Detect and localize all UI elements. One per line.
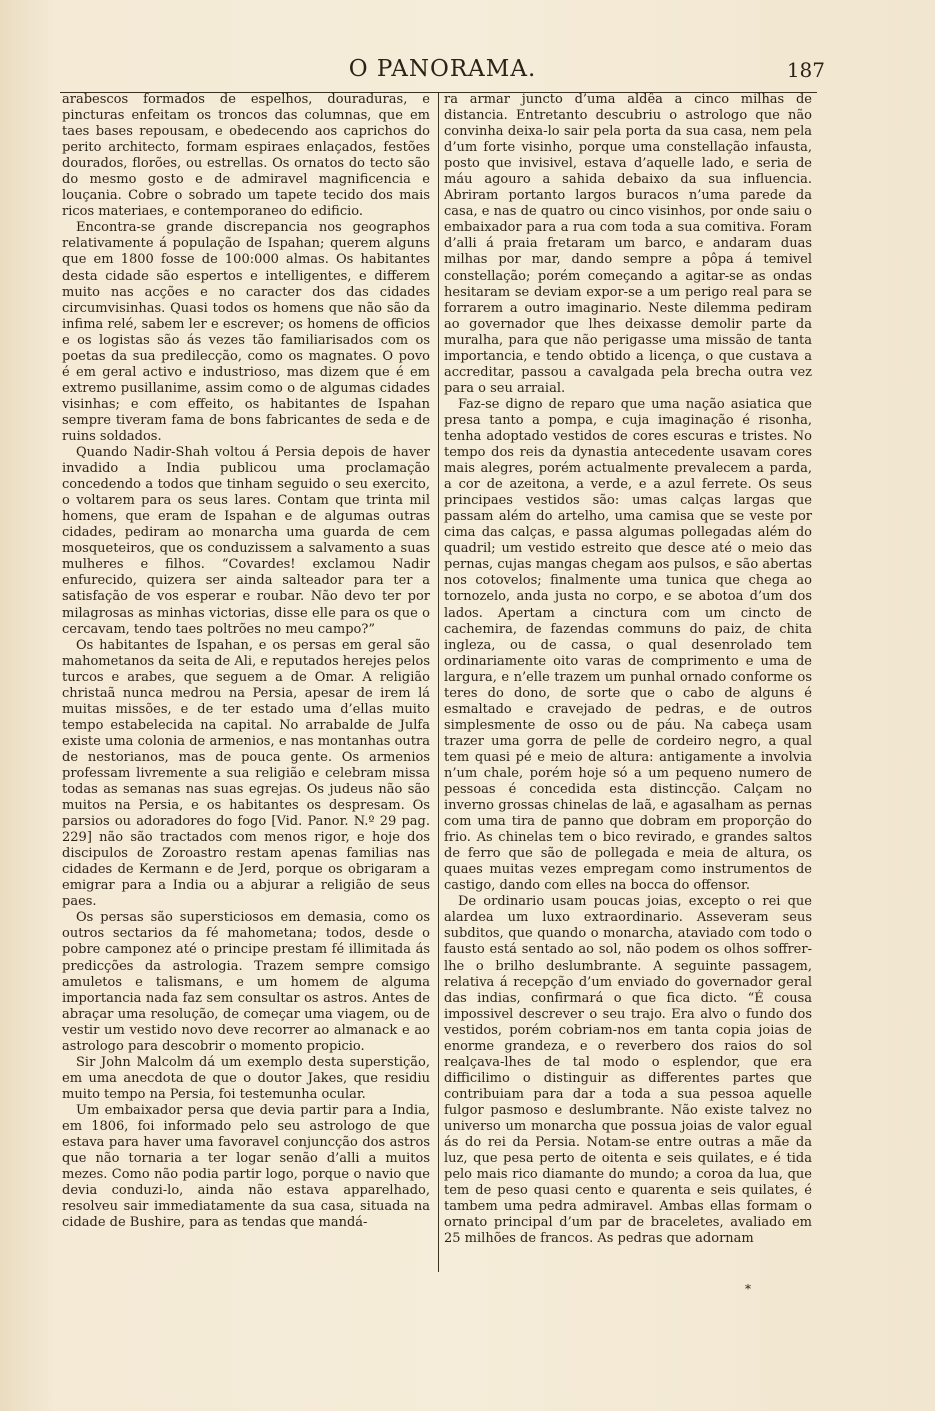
column-divider xyxy=(438,92,439,1272)
page-header xyxy=(60,50,825,90)
paragraph: Os persas são supersticiosos em demasia, como os outros sectarios da fé mahometana; todos, desde o pobre camponez até o principe prestam fé illimitada ás predicções da astrologia. Trazem sempre comsigo amuletos e talismans, e um homem de alguma importancia nada faz sem consultar os astros. Antes de abraçar uma resolução, de começar uma viagem, ou de vestir um vestido novo deve recorrer ao almanack e ao astrologo para descobrir o momento propicio. xyxy=(62,910,430,1054)
page-title: O PANORAMA. xyxy=(348,56,537,82)
left-column xyxy=(62,92,430,1231)
paragraph: Sir John Malcolm dá um exemplo desta superstição, em uma anecdota de que o doutor Jakes, que residiu muito tempo na Persia, foi testemunha ocular. xyxy=(62,1054,430,1102)
paragraph: Quando Nadir-Shah voltou á Persia depois de haver invadido a India publicou uma proclamação concedendo a todos que tinham seguido o seu exercito, o voltarem para os seus lares. Contam que trinta mil homens, que eram de Ispahan e de algumas outras cidades, pediram ao monarcha uma guarda de cem mosqueteiros, que os conduzissem a salvamento a suas mulheres e filhos. “Covardes! exclamou Nadir enfurecido, quizera ser ainda salteador para ter a satisfação de vos esperar e roubar. Não devo ter por milagrosas as minhas victorias, disse elle para os que o cercavam, tendo taes poltrões no meu campo?” xyxy=(62,445,430,637)
right-column xyxy=(444,92,812,1247)
paragraph: ra armar juncto d’uma aldêa a cinco milhas de distancia. Entretanto descubriu o astrologo que não convinha deixa-lo sair pela porta da sua casa, nem pela d’um forte visinho, porque uma constellação infausta, posto que invisivel, estava d’aquelle lado, e seria de máu agouro a sahida debaixo da sua influencia. Abriram portanto largos buracos n’uma parede da casa, e nas de quatro ou cinco visinhos, por onde saiu o embaixador para a rua com toda a sua comitiva. Foram d’alli á praia fretaram um barco, e andaram duas milhas por mar, dando sempre a pôpa á temivel constellação; porém começando a agitar-se as ondas hesitaram se deviam expor-se a um perigo real para se forrarem a outro imaginario. Neste dilemma pediram ao governador que lhes deixasse demolir parte da muralha, para que não perigasse uma missão de tanta importancia, e tendo obtido a licença, o que custava a accreditar, passou a cavalgada pela brecha outra vez para o seu arraial. xyxy=(444,92,812,396)
paragraph: De ordinario usam poucas joias, excepto o rei que alardea um luxo extraordinario. Asseveram seus subditos, que quando o monarcha, ataviado com todo o fausto está sentado ao sol, não podem os olhos soffrer-lhe o brilho deslumbrante. A seguinte passagem, relativa á recepção d’um enviado do governador geral das indias, confirmará o que fica dicto. “É cousa impossivel descrever o seu trajo. Era alvo o fundo dos vestidos, porém cobriam-nos em tanta copia joias de enorme grandeza, e o reverbero dos raios do sol realçava-lhes de tal modo o esplendor, que era difficilimo o distinguir as differentes partes que contribuiam para dar a toda a sua pessoa aquelle fulgor pasmoso e deslumbrante. Não existe talvez no universo um monarcha que possua joias de valor egual ás do rei da Persia. Notam-se entre outras a mãe da luz, que pesa perto de oitenta e seis quilates, e é tida pelo mais rico diamante do mundo; a coroa da lua, que tem de peso quasi cento e quarenta e seis quilates, é tambem uma pedra admiravel. Ambas ellas formam o ornato principal d’um par de braceletes, avaliado em 25 milhões de francos. As pedras que adornam xyxy=(444,894,812,1247)
page-number: 187 xyxy=(786,58,825,82)
signature-mark: * xyxy=(745,1282,751,1296)
paragraph: Os habitantes de Ispahan, e os persas em geral são mahometanos da seita de Ali, e reputados herejes pelos turcos e arabes, que seguem a de Omar. A religião christaã nunca medrou na Persia, apesar de irem lá muitas missões, e de ter estado uma d’ellas muito tempo estabelecida na capital. No arrabalde de Julfa existe uma colonia de armenios, e nas montanhas outra de nestorianos, mas de pouca gente. Os armenios professam livremente a sua religião e celebram missa todas as semanas nas suas egrejas. Os judeus não são muitos na Persia, e os habitantes os despresam. Os parsios ou adoradores do fogo [Vid. Panor. N.º 29 pag. 229] não são tractados com menos rigor, e hoje dos discipulos de Zoroastro restam apenas familias nas cidades de Kermann e de Jerd, porque os obrigaram a emigrar para a India ou a abjurar a religião de seus paes. xyxy=(62,637,430,910)
paragraph: Encontra-se grande discrepancia nos geographos relativamente á população de Ispahan; querem alguns que em 1800 fosse de 100:000 almas. Os habitantes desta cidade são espertos e intelligentes, e differem muito nas acções e no caracter dos das cidades circumvisinhas. Quasi todos os homens que não são da infima relé, sabem ler e escrever; os homens de officios e os logistas são ás vezes tão familiarisados com os poetas da sua predilecção, como os magnates. O povo é em geral activo e industrioso, mas dizem que é em extremo pusillanime, assim como o de algumas cidades visinhas; e com effeito, os habitantes de Ispahan sempre tiveram fama de bons fabricantes de seda e de ruins soldados. xyxy=(62,220,430,444)
paragraph: Faz-se digno de reparo que uma nação asiatica que presa tanto a pompa, e cuja imaginação é risonha, tenha adoptado vestidos de cores escuras e tristes. No tempo dos reis da dynastia antecedente usavam cores mais alegres, porém actualmente prevalecem a parda, a cor de azeitona, a verde, e a azul ferrete. Os seus principaes vestidos são: umas calças largas que passam além do artelho, uma camisa que se veste por cima das calças, e passa algumas pollegadas além do quadril; um vestido estreito que desce até o meio das pernas, cujas mangas chegam aos pulsos, e são abertas nos cotovelos; finalmente uma tunica que chega ao tornozelo, anda justa no corpo, e se abotoa d’um dos lados. Apertam a cinctura com um cincto de cachemira, de fazendas communs do paiz, de chita ingleza, ou de cassa, o qual desenrolado tem ordinariamente oito varas de comprimento e uma de largura, e n’elle trazem um punhal ornado conforme os teres do dono, de sorte que o cabo de alguns é esmaltado e cravejado de pedras, e de outros simplesmente de osso ou de páu. Na cabeça usam trazer uma gorra de pelle de cordeiro negro, a qual tem quasi pé e meio de altura: antigamente a involvia n’um chale, porém hoje só a um pequeno numero de pessoas é concedida esta distincção. Calçam no inverno grossas chinelas de laã, e agasalham as pernas com uma tira de panno que dobram em proporção do frio. As chinelas tem o bico revirado, e grandes saltos de ferro que são de pollegada e meia de altura, os quaes muitas vezes empregam como instrumentos de castigo, dando com elles na bocca do offensor. xyxy=(444,396,812,894)
paragraph: Um embaixador persa que devia partir para a India, em 1806, foi informado pelo seu astrologo de que estava para haver uma favoravel conjuncção dos astros que não tornaria a ter logar senão d’alli a muitos mezes. Como não podia partir logo, porque o navio que devia conduzi-lo, ainda não estava apparelhado, resolveu sair immediatamente da sua casa, situada na cidade de Bushire, para as tendas que mandá- xyxy=(62,1102,430,1231)
paragraph: arabescos formados de espelhos, douraduras, e pincturas enfeitam os troncos das columnas, que em taes bases repousam, e obedecendo aos caprichos do perito architecto, formam espiraes enlaçados, festões dourados, florões, ou estrellas. Os ornatos do tecto são do mesmo gosto e de admiravel magnificencia e louçania. Cobre o sobrado um tapete tecido dos mais ricos materiaes, e contemporaneo do edificio. xyxy=(62,92,430,220)
